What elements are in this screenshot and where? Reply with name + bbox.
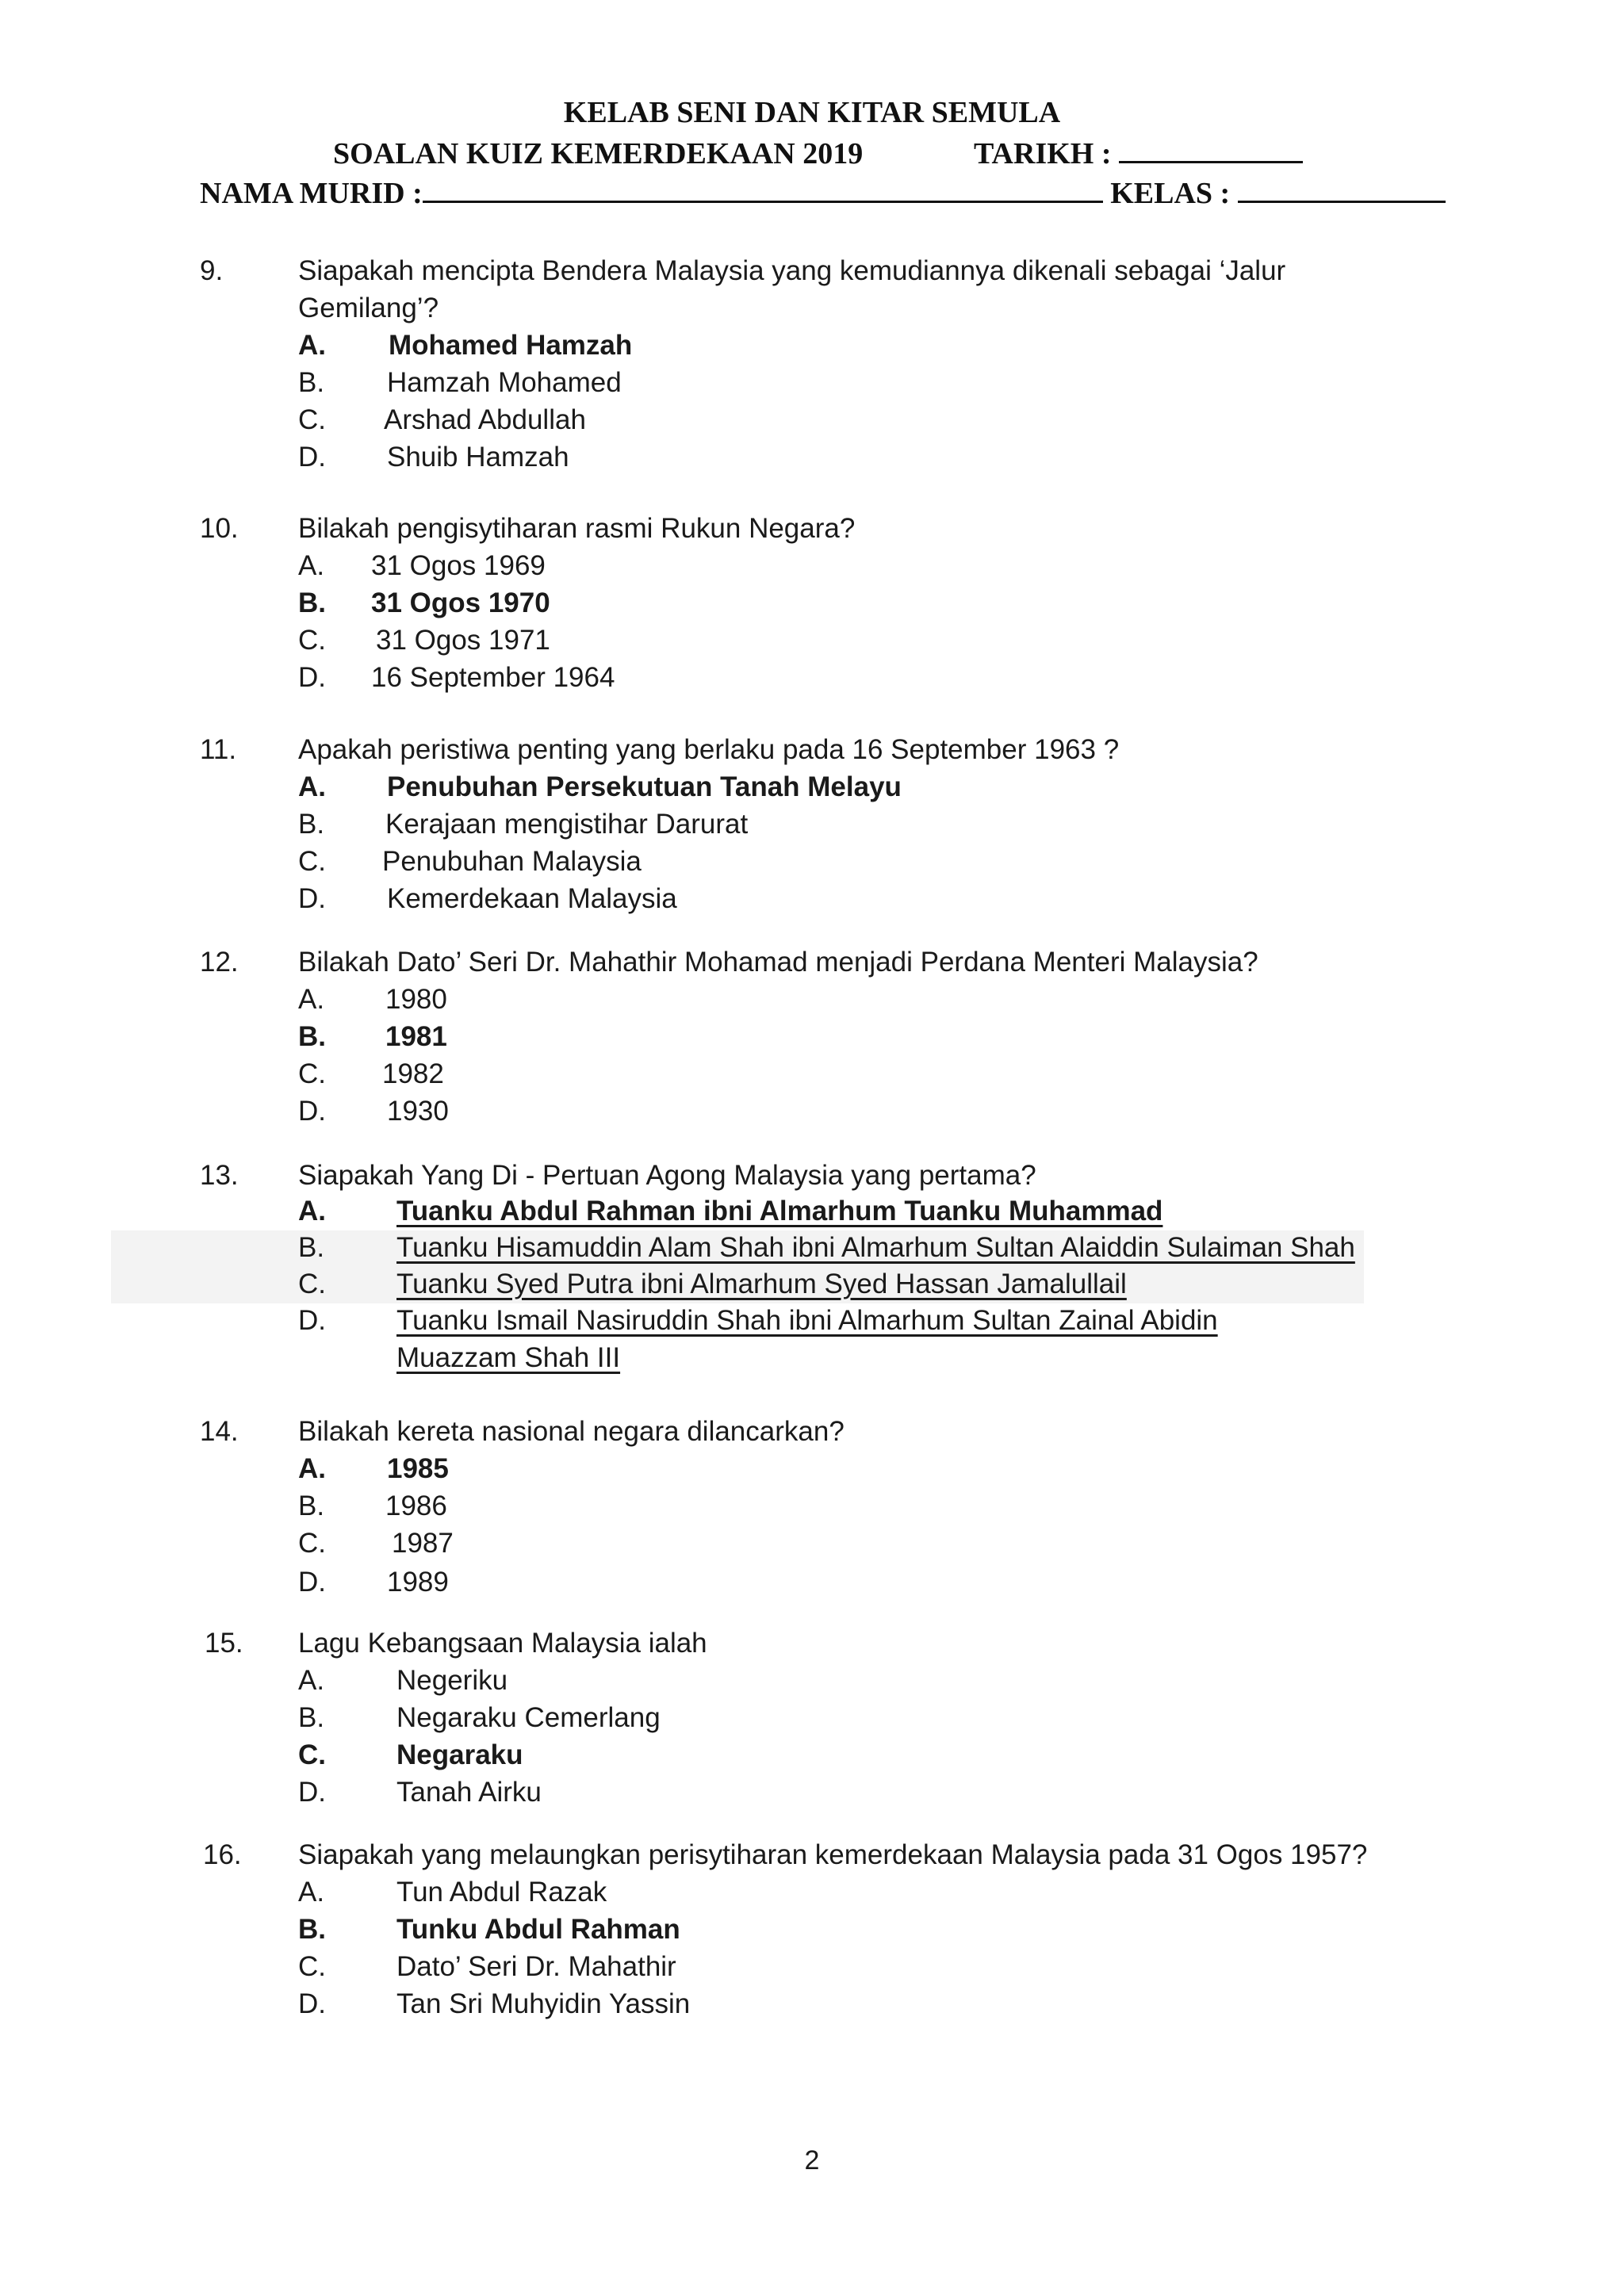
question-number: 11. (200, 734, 237, 765)
question-number: 15. (205, 1628, 243, 1659)
question-11: 11. Apakah peristiwa penting yang berlaku pada 16 September 1963 ? A. Penubuhan Persekutuan Tanah Melayu B. Kerajaan mengistihar Darurat C. Penubuhan Malaysia D. Kemerdekaan Malaysia (200, 731, 1453, 921)
question-14: 14. Bilakah kereta nasional negara dilancarkan? A. 1985 B. 1986 C. 1987 D. 1989 (200, 1413, 1453, 1603)
question-stem: Siapakah yang melaungkan perisytiharan kemerdekaan Malaysia pada 31 Ogos 1957? (298, 1839, 1368, 1870)
question-stem: Siapakah Yang Di - Pertuan Agong Malaysia yang pertama? (298, 1160, 1036, 1191)
question-stem: Lagu Kebangsaan Malaysia ialah (298, 1628, 707, 1659)
question-16: 16. Siapakah yang melaungkan perisytiharan kemerdekaan Malaysia pada 31 Ogos 1957? A. Tun Abdul Razak B. Tunku Abdul Rahman C. Dato’ Seri Dr. Mahathir D. Tan Sri Muhyidin Yassin (200, 1836, 1453, 2026)
question-number: 12. (200, 947, 239, 978)
question-stem: Siapakah mencipta Bendera Malaysia yang kemudiannya dikenali sebagai ‘Jalur Gemilang’? (298, 255, 1286, 323)
question-stem: Bilakah kereta nasional negara dilancarkan? (298, 1416, 845, 1447)
date-blank-line (1119, 137, 1303, 163)
page-number: 2 (804, 2145, 820, 2175)
quiz-subtitle: SOALAN KUIZ KEMERDEKAAN 2019 (333, 137, 864, 170)
question-stem: Bilakah pengisytiharan rasmi Rukun Negara? (298, 513, 856, 544)
student-name-label: NAMA MURID : (200, 177, 423, 210)
question-number: 9. (200, 255, 224, 286)
question-number: 10. (200, 513, 239, 544)
question-9: 9. Siapakah mencipta Bendera Malaysia yang kemudiannya dikenali sebagai ‘Jalur Gemilang’? A. Mohamed Hamzah B. Hamzah Mohamed C. Arshad Abdullah D. Shuib Hamzah (200, 252, 1453, 474)
question-number: 13. (200, 1160, 239, 1191)
question-12: 12. Bilakah Dato’ Seri Dr. Mahathir Mohamad menjadi Perdana Menteri Malaysia? A. 1980 B. 1981 C. 1982 D. 1930 (200, 943, 1453, 1134)
class-blank-line (1238, 177, 1446, 203)
question-10: 10. Bilakah pengisytiharan rasmi Rukun Negara? A. 31 Ogos 1969 B. 31 Ogos 1970 C. 31 Ogos 1971 D. 16 September 1964 (200, 510, 1453, 700)
question-15: 15. Lagu Kebangsaan Malaysia ialah A. Negeriku B. Negaraku Cemerlang C. Negaraku D. Tanah Airku (200, 1624, 1453, 1815)
question-stem: Bilakah Dato’ Seri Dr. Mahathir Mohamad menjadi Perdana Menteri Malaysia? (298, 947, 1258, 978)
student-name-blank-line (423, 177, 1103, 203)
student-info-row (200, 176, 1446, 211)
question-13: 13. Siapakah Yang Di - Pertuan Agong Malaysia yang pertama? A. Tuanku Abdul Rahman ibni Almarhum Tuanku Muhammad B. Tuanku Hisamuddin Alam Shah ibni Almarhum Sultan Alaiddin Sulaiman Shah C. Tuanku Syed Putra ibni Almarhum Syed Hassan Jamalullail D. Tuanku Ismail Nasiruddin Shah ibni Almarhum Sultan Zainal Abidin Muazzam Shah III (200, 1157, 1453, 1387)
question-number: 16. (203, 1839, 242, 1870)
question-stem: Apakah peristiwa penting yang berlaku pada 16 September 1963 ? (298, 734, 1120, 765)
document-title: KELAB SENI DAN KITAR SEMULA (563, 96, 1061, 129)
class-label: KELAS : (1110, 177, 1231, 210)
date-label: TARIKH : (974, 137, 1112, 170)
date-field (974, 136, 1303, 171)
question-number: 14. (200, 1416, 239, 1447)
